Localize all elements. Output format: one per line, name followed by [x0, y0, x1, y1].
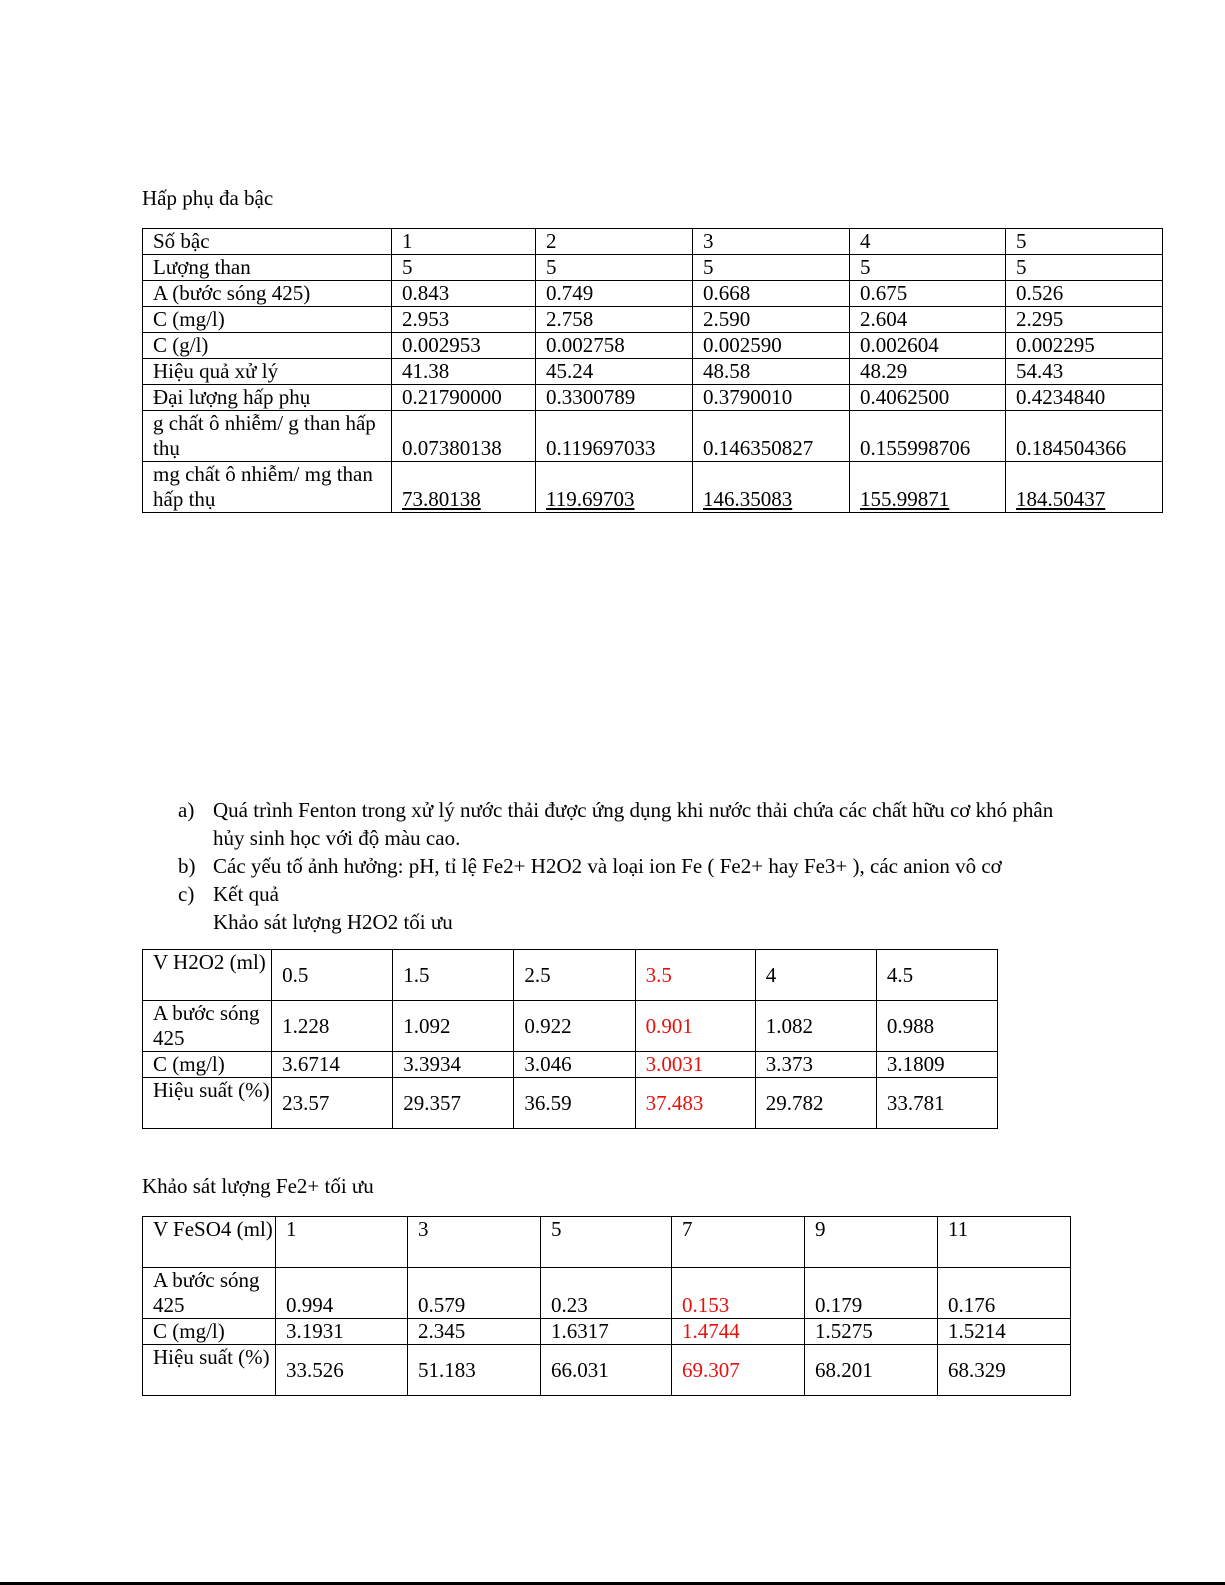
table-row: [143, 1052, 998, 1078]
list-item: [178, 852, 1058, 880]
table-cell: 0.176: [938, 1268, 1071, 1319]
table-cell: 5: [536, 255, 693, 281]
table-cell: 146.35083: [703, 487, 793, 511]
table-cell: 119.69703: [546, 487, 635, 511]
table-row: [143, 1345, 1071, 1396]
table-cell: 0.988: [876, 1001, 997, 1052]
h2o2-optimization-table: [142, 949, 998, 1129]
table-cell: 0.002953: [392, 333, 536, 359]
table-cell: 11: [938, 1217, 1071, 1268]
table-cell: 68.201: [805, 1345, 938, 1396]
table-cell: 5: [392, 255, 536, 281]
table-cell: 0.3300789: [536, 385, 693, 411]
table-cell: 0.579: [408, 1268, 541, 1319]
list-item-text: Quá trình Fenton trong xử lý nước thải được ứng dụng khi nước thải chứa các chất hữu cơ khó phân hủy sinh học với độ màu cao.: [213, 798, 1054, 850]
table-cell: 7: [672, 1217, 805, 1268]
table-row: [143, 950, 998, 1001]
table-cell: 73.80138: [402, 487, 481, 511]
table-row: [143, 229, 1163, 255]
table-cell: 2.604: [850, 307, 1006, 333]
table-cell: 3.3934: [393, 1052, 514, 1078]
multistage-adsorption-table: [142, 228, 1163, 513]
table-cell: 184.50437: [1016, 487, 1106, 511]
table-cell: 3.046: [514, 1052, 635, 1078]
row-label: Đại lượng hấp phụ: [143, 385, 392, 411]
row-label: V FeSO4 (ml): [143, 1217, 276, 1268]
row-label: Hiệu suất (%): [143, 1078, 272, 1129]
table-cell: 2.295: [1006, 307, 1163, 333]
table-cell: 1.5275: [805, 1319, 938, 1345]
table-cell: 0.119697033: [536, 411, 693, 462]
table-cell-highlight: 3.5: [635, 950, 755, 1001]
table-row: [143, 255, 1163, 281]
table-cell: 5: [1006, 255, 1163, 281]
table-cell: 0.922: [514, 1001, 635, 1052]
table-row: [143, 385, 1163, 411]
table-cell: 0.526: [1006, 281, 1163, 307]
list-item: [178, 880, 1058, 936]
table-cell: 0.21790000: [392, 385, 536, 411]
table-cell: 3: [693, 229, 850, 255]
table-cell: 2.758: [536, 307, 693, 333]
table-row: [143, 333, 1163, 359]
section-title-multistage-adsorption: Hấp phụ đa bậc: [142, 186, 274, 210]
table-cell-highlight: 1.4744: [672, 1319, 805, 1345]
row-label: Hiệu quả xử lý: [143, 359, 392, 385]
table-row: [143, 307, 1163, 333]
table-cell: 0.749: [536, 281, 693, 307]
table-cell: 0.4062500: [850, 385, 1006, 411]
table-row: [143, 281, 1163, 307]
row-label: g chất ô nhiễm/ g than hấp thụ: [143, 411, 392, 462]
row-label: mg chất ô nhiễm/ mg than hấp thụ: [143, 462, 392, 513]
table-cell: 45.24: [536, 359, 693, 385]
table-cell-highlight: 0.901: [635, 1001, 755, 1052]
table-cell: 68.329: [938, 1345, 1071, 1396]
table-cell: 0.23: [541, 1268, 672, 1319]
row-label: A bước sóng 425: [143, 1268, 276, 1319]
table-cell: 0.155998706: [850, 411, 1006, 462]
table-cell: 41.38: [392, 359, 536, 385]
table-cell: 4.5: [876, 950, 997, 1001]
table-cell: 5: [541, 1217, 672, 1268]
table-cell: 0.002295: [1006, 333, 1163, 359]
table-cell: 3.373: [755, 1052, 876, 1078]
table-row: [143, 1268, 1071, 1319]
table-cell: 0.179: [805, 1268, 938, 1319]
table-cell: 0.675: [850, 281, 1006, 307]
list-item-text: Các yếu tố ảnh hưởng: pH, tỉ lệ Fe2+ H2O2 và loại ion Fe ( Fe2+ hay Fe3+ ), các anion vô cơ: [213, 854, 1002, 878]
list-marker: c): [178, 882, 195, 906]
table-cell: 1.5: [393, 950, 514, 1001]
table-cell: 5: [1006, 229, 1163, 255]
fenton-list: [178, 796, 1058, 936]
list-item-subtitle: Khảo sát lượng H2O2 tối ưu: [213, 910, 453, 934]
fe2-optimization-table: [142, 1216, 1071, 1396]
table-cell: 29.782: [755, 1078, 876, 1129]
table-cell: 5: [693, 255, 850, 281]
list-item: [178, 796, 1058, 852]
table-cell: 3.6714: [272, 1052, 393, 1078]
table-cell-highlight: 0.153: [672, 1268, 805, 1319]
row-label: C (mg/l): [143, 1319, 276, 1345]
table-row: [143, 462, 1163, 513]
table-cell: 0.146350827: [693, 411, 850, 462]
list-item-text: Kết quả: [213, 882, 279, 906]
table-cell: 1.082: [755, 1001, 876, 1052]
table-cell: 29.357: [393, 1078, 514, 1129]
table-cell: 66.031: [541, 1345, 672, 1396]
table-row: [143, 1001, 998, 1052]
table-cell: 3: [408, 1217, 541, 1268]
table-row: [143, 359, 1163, 385]
table-cell: 1: [392, 229, 536, 255]
table-cell: 3.1809: [876, 1052, 997, 1078]
section-title-fe2-optimization: Khảo sát lượng Fe2+ tối ưu: [142, 1174, 374, 1198]
table-cell: 2.953: [392, 307, 536, 333]
table-cell: 0.184504366: [1006, 411, 1163, 462]
table-cell: 48.29: [850, 359, 1006, 385]
row-label: C (mg/l): [143, 307, 392, 333]
table-row: [143, 411, 1163, 462]
row-label: Lượng than: [143, 255, 392, 281]
table-cell: 0.3790010: [693, 385, 850, 411]
table-row: [143, 1078, 998, 1129]
table-cell: 23.57: [272, 1078, 393, 1129]
table-cell: 1: [276, 1217, 408, 1268]
table-cell: 2.5: [514, 950, 635, 1001]
table-cell: 4: [755, 950, 876, 1001]
table-row: [143, 1217, 1071, 1268]
table-cell: 3.1931: [276, 1319, 408, 1345]
table-cell-highlight: 3.0031: [635, 1052, 755, 1078]
table-cell: 4: [850, 229, 1006, 255]
table-cell: 1.228: [272, 1001, 393, 1052]
table-cell: 2.345: [408, 1319, 541, 1345]
table-cell: 48.58: [693, 359, 850, 385]
table-cell: 2: [536, 229, 693, 255]
row-label: C (mg/l): [143, 1052, 272, 1078]
table-cell: 0.002758: [536, 333, 693, 359]
table-cell: 5: [850, 255, 1006, 281]
table-cell-highlight: 69.307: [672, 1345, 805, 1396]
table-cell: 33.526: [276, 1345, 408, 1396]
row-label: V H2O2 (ml): [143, 950, 272, 1001]
table-cell: 36.59: [514, 1078, 635, 1129]
list-marker: a): [178, 798, 195, 822]
table-cell: 1.5214: [938, 1319, 1071, 1345]
list-marker: b): [178, 854, 196, 878]
table-cell: 0.002604: [850, 333, 1006, 359]
table-cell: 51.183: [408, 1345, 541, 1396]
table-cell: 1.092: [393, 1001, 514, 1052]
table-cell: 0.668: [693, 281, 850, 307]
table-cell: 54.43: [1006, 359, 1163, 385]
table-cell: 155.99871: [860, 487, 950, 511]
table-cell: 0.994: [276, 1268, 408, 1319]
row-label: A bước sóng 425: [143, 1001, 272, 1052]
row-label: C (g/l): [143, 333, 392, 359]
table-cell: 0.843: [392, 281, 536, 307]
row-label: Hiệu suất (%): [143, 1345, 276, 1396]
table-cell: 0.4234840: [1006, 385, 1163, 411]
table-cell: 0.5: [272, 950, 393, 1001]
table-cell: 2.590: [693, 307, 850, 333]
table-cell: 9: [805, 1217, 938, 1268]
table-row: [143, 1319, 1071, 1345]
table-cell-highlight: 37.483: [635, 1078, 755, 1129]
table-cell: 0.002590: [693, 333, 850, 359]
row-label: Số bậc: [143, 229, 392, 255]
row-label: A (bước sóng 425): [143, 281, 392, 307]
table-cell: 1.6317: [541, 1319, 672, 1345]
table-cell: 0.07380138: [392, 411, 536, 462]
table-cell: 33.781: [876, 1078, 997, 1129]
